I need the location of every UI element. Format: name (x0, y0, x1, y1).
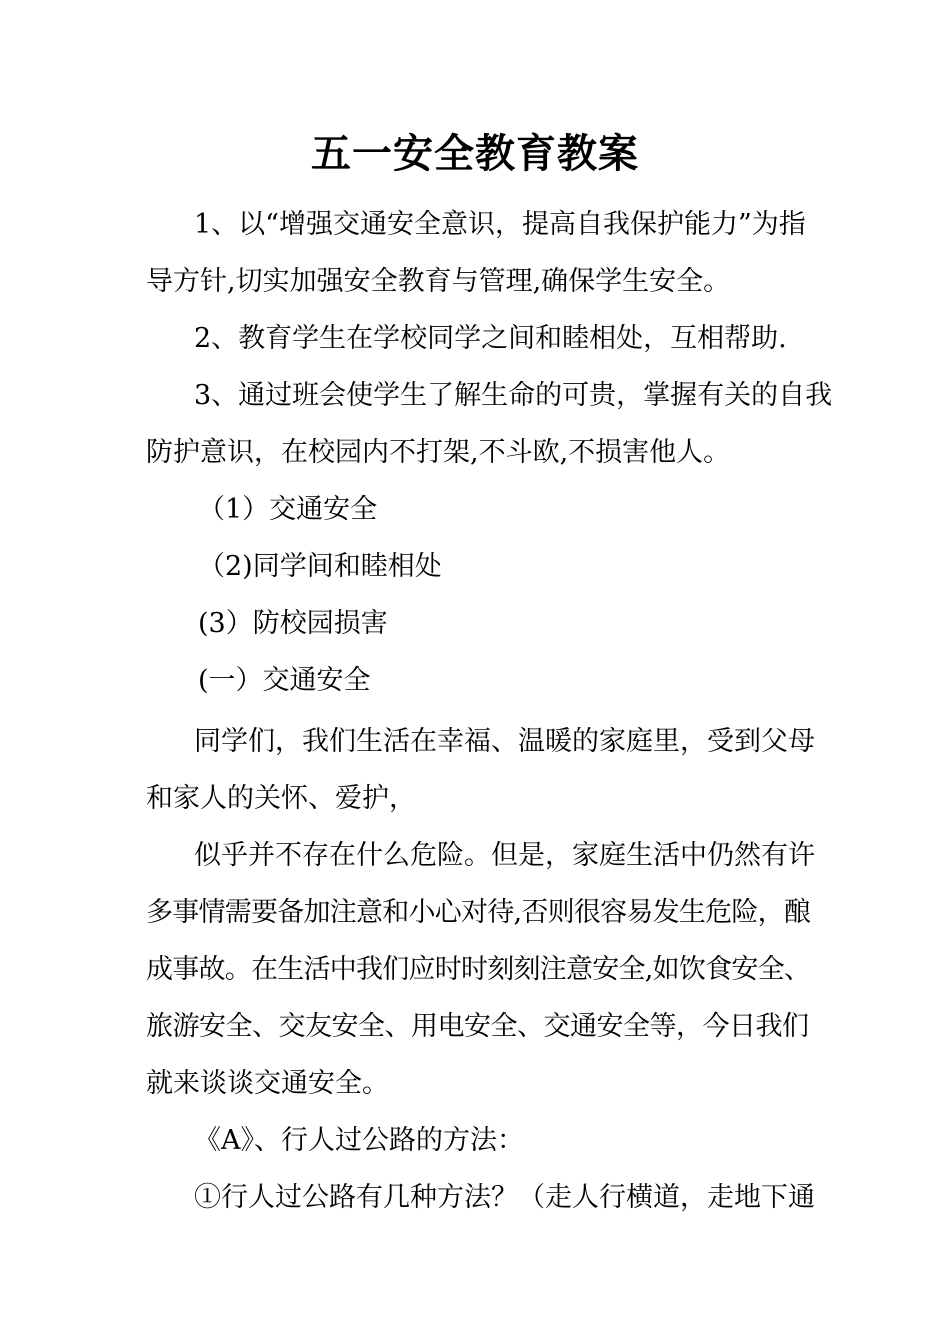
paragraph-5-line-3: 成事故。在生活中我们应时时刻刻注意安全,如饮食安全、 (146, 954, 811, 985)
paragraph-5-line-2: 多事情需要备加注意和小心对待,否则很容易发生危险，酿 (146, 897, 811, 928)
paragraph-5-line-4: 旅游安全、交友安全、用电安全、交通安全等，今日我们 (146, 1011, 809, 1042)
paragraph-1-line-2: 导方针,切实加强安全教育与管理,确保学生安全。 (146, 266, 731, 297)
section-heading: (一）交通安全 (198, 665, 371, 696)
paragraph-4-line-2: 和家人的关怀、爱护， (146, 783, 416, 814)
paragraph-3-line-1: 3、通过班会使学生了解生命的可贵，掌握有关的自我 (194, 380, 833, 411)
paragraph-2-line-1: 2、教育学生在学校同学之间和睦相处，互相帮助. (194, 323, 787, 354)
list-item-2: （2)同学间和睦相处 (198, 551, 442, 582)
paragraph-5-line-5: 就来谈谈交通安全。 (146, 1068, 389, 1099)
list-item-3: (3）防校园损害 (198, 608, 388, 639)
paragraph-5-line-1: 似乎并不存在什么危险。但是，家庭生活中仍然有许 (194, 840, 815, 871)
paragraph-3-line-2: 防护意识，在校园内不打架,不斗欧,不损害他人。 (146, 437, 731, 468)
paragraph-4-line-1: 同学们，我们生活在幸福、温暖的家庭里，受到父母 (194, 726, 815, 757)
document-title: 五一安全教育教案 (311, 131, 639, 177)
paragraph-6-line-1: ①行人过公路有几种方法？（走人行横道，走地下通 (194, 1182, 815, 1213)
paragraph-1-line-1: 1、以“增强交通安全意识，提高自我保护能力”为指 (194, 209, 806, 240)
subsection-heading: 《A》、行人过公路的方法： (194, 1125, 524, 1156)
list-item-1: （1）交通安全 (198, 494, 378, 525)
